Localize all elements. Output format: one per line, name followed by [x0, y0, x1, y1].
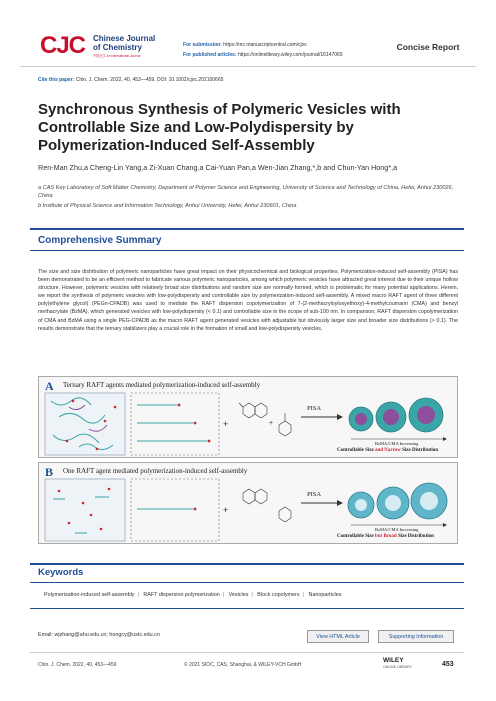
keyword-item[interactable]: Vesicles: [228, 592, 249, 598]
panel-a-illustration: [39, 377, 459, 459]
journal-logo-subtext: 中国化学 An International Journal: [93, 54, 141, 58]
page-number: 453: [442, 661, 454, 668]
panel-b-caption-highlight: but Broad: [374, 534, 397, 539]
submission-links: [183, 40, 343, 60]
keyword-separator: |: [251, 592, 253, 598]
keywords-bottom-rule: [30, 608, 464, 609]
journal-logo: CJC: [40, 32, 86, 59]
keywords-rule: [30, 582, 464, 583]
submission-label: For submission:: [183, 42, 222, 48]
keywords-list: [44, 592, 341, 598]
graphical-abstract: [38, 376, 458, 546]
keyword-item[interactable]: RAFT dispersion polymerization: [143, 592, 220, 598]
keyword-separator: |: [302, 592, 304, 598]
keyword-item[interactable]: Nanoparticles: [308, 592, 342, 598]
published-link[interactable]: https://onlinelibrary.wiley.com/journal/16147065: [238, 52, 343, 58]
summary-top-rule: [30, 228, 464, 230]
footer-citation: Chin. J. Chem. 2022, 40, 453—459: [38, 662, 117, 668]
journal-name-line1: Chinese Journal: [93, 34, 156, 43]
summary-heading: Comprehensive Summary: [38, 235, 162, 246]
panel-b-ratio-label: BzMA/CMA Increasing: [375, 527, 419, 532]
published-label: For published articles:: [183, 52, 237, 58]
article-type: Concise Report: [396, 42, 460, 52]
citation-label: Cite this paper:: [38, 77, 75, 83]
author-list: Ren-Man Zhu,a Cheng-Lin Yang,a Zi-Xuan Chang,a Cai-Yuan Pan,a Wen-Jian Zhang,*,b and Chun-Yan Hong*,a: [38, 163, 398, 172]
supporting-info-button[interactable]: Supporting Information: [378, 630, 454, 643]
figure-panel-b: [38, 462, 458, 544]
panel-a-title: Ternary RAFT agents mediated polymerization-induced self-assembly: [63, 381, 261, 389]
panel-a-caption: [337, 448, 438, 453]
panel-a-caption-highlight: and Narrow: [374, 448, 401, 453]
publisher-logo-sub: ONLINE LIBRARY: [383, 665, 412, 669]
figure-panel-a: [38, 376, 458, 458]
panel-b-caption-pre: Controllable Size: [337, 534, 375, 539]
contact-email[interactable]: Email: wjzhang@ahu.edu.cn; hongcy@ustc.edu.cn: [38, 632, 160, 638]
panel-a-caption-pre: Controllable Size: [337, 448, 375, 453]
summary-rule: [30, 250, 464, 251]
header-divider: [20, 66, 476, 67]
footer-divider: [30, 652, 464, 653]
panel-a-caption-post: Size Distribution: [400, 448, 439, 453]
affiliation-b: b Institute of Physical Science and Information Technology, Anhui University, Hefei, Anhui 230601, China: [38, 203, 297, 209]
panel-b-illustration: [39, 463, 459, 545]
keywords-top-rule: [30, 563, 464, 565]
panel-b-caption-post: Size Distribution: [396, 534, 434, 539]
panel-a-pisa-label: PISA: [307, 405, 322, 412]
citation-text: Chin. J. Chem. 2022, 40, 453—459. DOI: 10.1002/cjoc.202100665: [75, 77, 224, 83]
article-title: Synchronous Synthesis of Polymeric Vesicles with Controllable Size and Low-Polydispersity by Polymerization-Induced Self-Assembly: [38, 101, 401, 154]
keyword-item[interactable]: Block copolymers: [257, 592, 300, 598]
svg-text:+: +: [223, 505, 229, 515]
panel-b-letter: B: [45, 465, 54, 479]
keyword-item[interactable]: Polymerization-induced self-assembly: [44, 592, 135, 598]
publisher-logo: WILEY: [383, 657, 404, 664]
panel-a-letter: A: [45, 379, 54, 393]
keyword-separator: |: [137, 592, 139, 598]
journal-name: [93, 34, 155, 52]
panel-b-title: One RAFT agent mediated polymerization-induced self-assembly: [63, 467, 248, 475]
svg-text:+: +: [269, 420, 274, 427]
view-html-button[interactable]: View HTML Article: [307, 630, 369, 643]
affiliation-a: a CAS Key Laboratory of Soft Matter Chemistry, Department of Polymer Science and Engineering, University of Science and Technology of China, Hefei, Anhui 230026, China: [38, 185, 454, 199]
panel-b-pisa-label: PISA: [307, 491, 322, 498]
submission-link[interactable]: https://mc.manuscriptcentral.com/cjoc: [223, 42, 307, 48]
svg-text:+: +: [223, 419, 229, 429]
keywords-heading: Keywords: [38, 567, 84, 578]
panel-b-caption: [337, 534, 434, 539]
footer-copyright: © 2021 SIOC, CAS, Shanghai, & WILEY-VCH GmbH: [184, 662, 302, 668]
citation-line: [38, 77, 223, 83]
abstract-text: The size and size distribution of polymeric nanoparticles have great impact on their physicochemical and biological properties. Polymerization-induced self-assembly (PISA) has been demonstrated to be an efficient method to fabricate various polymeric nanoparticles, among which polymeric vesicles have attracted great interest due to their unique hollow structure. However, polymeric vesicles with relatively broad size distributions and random size are normally formed, which is problematic for many potential applications. Herein, we report the synthesis of polymeric vesicles with low-polydispersity and controllable size by polymerization-induced self-assembly. A mixed macro RAFT agent of three different poly(ethylene glycol) (PEGn-CPADB) was used to mediate the RAFT dispersion copolymerization of 7-(2-methacryloyloxyethoxy)-4-methylcoumarin (CMA) and benzyl methacrylate (BzMA), which generated vesicles with low-polydispersity (< 0.1) and controllable size in the scope of sub-100 nm. In comparison, RAFT dispersion copolymerization of CMA and BzMA using a single PEG-CPADB as the macro RAFT agent generated vesicles with adjustable but obviously larger size and broader size distributions (> 0.1). The results demonstrate that the ternary stabilizers play a crucial role in the formation of small and low-polydispersity vesicles.: [38, 269, 458, 332]
keyword-separator: |: [222, 592, 225, 598]
panel-a-ratio-label: BzMA/CMA Increasing: [375, 441, 419, 446]
journal-name-line2: of Chemistry: [93, 43, 142, 52]
